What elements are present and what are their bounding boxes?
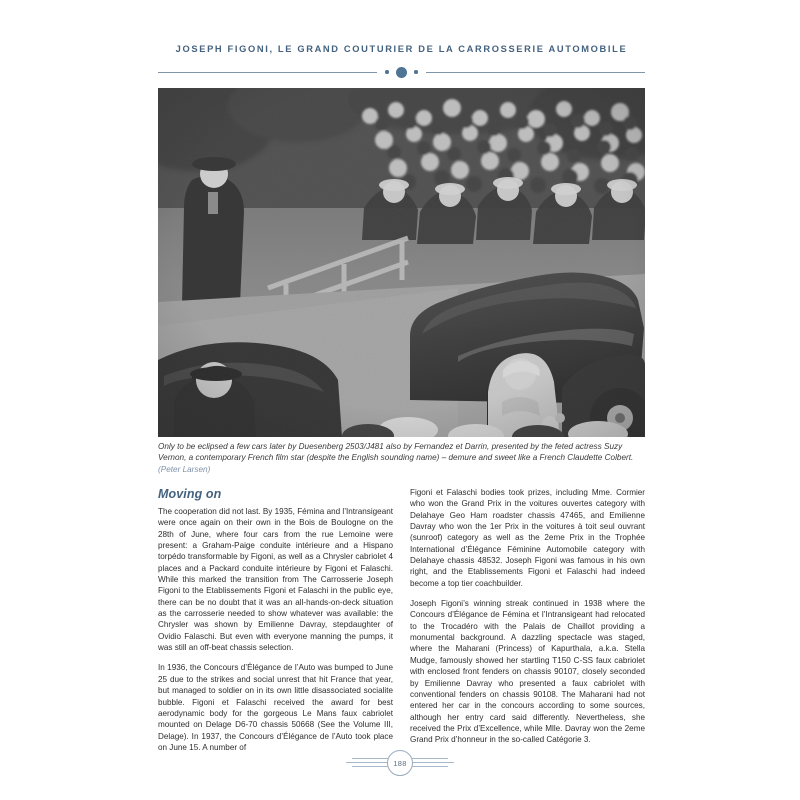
ornament-dot-small-left [385,70,389,74]
running-head-title: JOSEPH FIGONI, LE GRAND COUTURIER DE LA CARROSSERIE AUTOMOBILE [175,44,628,54]
photograph-image [158,88,645,437]
page-number: 188 [393,758,407,768]
folio-ornament [330,748,470,778]
left-column [158,487,393,752]
folio [0,748,800,778]
ornament-dot-large-center [396,67,407,78]
caption-text: Only to be eclipsed a few cars later by Duesenberg 2503/J481 also by Fernandez et Darrin, presented by the feted actress Suzy Vernon, a contemporary French film star (despite the English sounding name) – demure and sweet like a French Claudette Colbert. [158,442,634,463]
folio-rule-left-3 [352,766,392,767]
paragraph: In 1936, the Concours d’Élégance de l’Auto was bumped to June 25 due to the strikes and social unrest that hit France that year, but managed to soldier on in its own little disassociated socialite bubble. Figoni et Falaschi received the award for best aerodynamic body for the gorgeous Le Mans faux cabriolet mounted on Delage D6-70 chassis 50668 (See the Volume III, Delage). In 1937, the Concours d’Élégance de l’Auto took place on June 15. A number of [158,663,393,752]
folio-rule-left-1 [352,758,392,759]
figure-caption [158,441,645,475]
ornament-dot-small-right [414,70,418,74]
section-heading-moving-on: Moving on [158,487,222,501]
folio-rule-left-2 [346,762,392,763]
rule-line-right [426,72,645,73]
paragraph: The cooperation did not last. By 1935, Fémina and l’Intransigeant were once again on their own in the Bois de Boulogne on the 28th of June, where four cars from the rue Lemoine were present: a Graham-Paige conduite intérieure and a Hispano torpédo transformable by Figoni, as well as a Chrysler cabriolet 4 places and a Packard conduite intérieure by Figoni et Falaschi. While this marked the transition from The Carrosserie Joseph Figoni to the Etablissements Figoni et Falaschi in the public eye, there can be no doubt that it was an all-hands-on-deck situation as the carrosserie needed to show whatever was available: the Chrysler was shown by Emilienne Davray, stepdaughter of Ovidio Falaschi. But even with everyone manning the pumps, it was still an off-beat chassis selection. [158,507,393,653]
folio-circle [387,750,413,776]
running-head-rule-ornament [158,66,645,78]
rule-line-left [158,72,377,73]
paragraph: Figoni et Falaschi bodies took prizes, including Mme. Cormier who won the Grand Prix in the voitures ouvertes category with Delahaye Geo Ham roadster chassis 47465, and Emilienne Davray who won the 1er Prix in the voitures à toit seul ouvrant (sunroof) category as well as the 2eme Prix in the Trophée International d’Élégance Féminine Automobile category with Delahaye chassis 48532. Joseph Figoni was famous in his own right, and the Etablissements Figoni et Falaschi had indeed become a top tier coachbuilder. [410,488,645,588]
folio-rule-right-3 [408,766,448,767]
caption-credit: (Peter Larsen) [158,464,211,474]
right-column [410,487,645,745]
folio-rule-right-1 [408,758,448,759]
body-columns [158,487,645,752]
photograph [158,88,645,437]
paragraph: Joseph Figoni’s winning streak continued in 1938 where the Concours d’Élégance de Fémina et l’Intransigeant had relocated to the Trocadéro with the Palais de Chaillot providing a monumental background. A dazzling spectacle was staged, where the Maharani (Princess) of Kapurthala, a.k.a. Stella Mudge, famously showed her startling T150 C-SS faux cabriolet with enclosed front fenders on chassis 90107, closely seconded by Emilienne Davray who presented a faux cabriolet with conventional fenders on chassis 90108. The Maharani had not entered her car in the concours according to some sources, although her entry card said differently. Nevertheless, she received the Prix d’Excellence, while Mlle. Davray won the 2eme Grand Prix d’honneur in the so-called Catégorie 3. [410,599,645,745]
folio-rule-right-2 [408,762,454,763]
running-head [158,44,645,54]
